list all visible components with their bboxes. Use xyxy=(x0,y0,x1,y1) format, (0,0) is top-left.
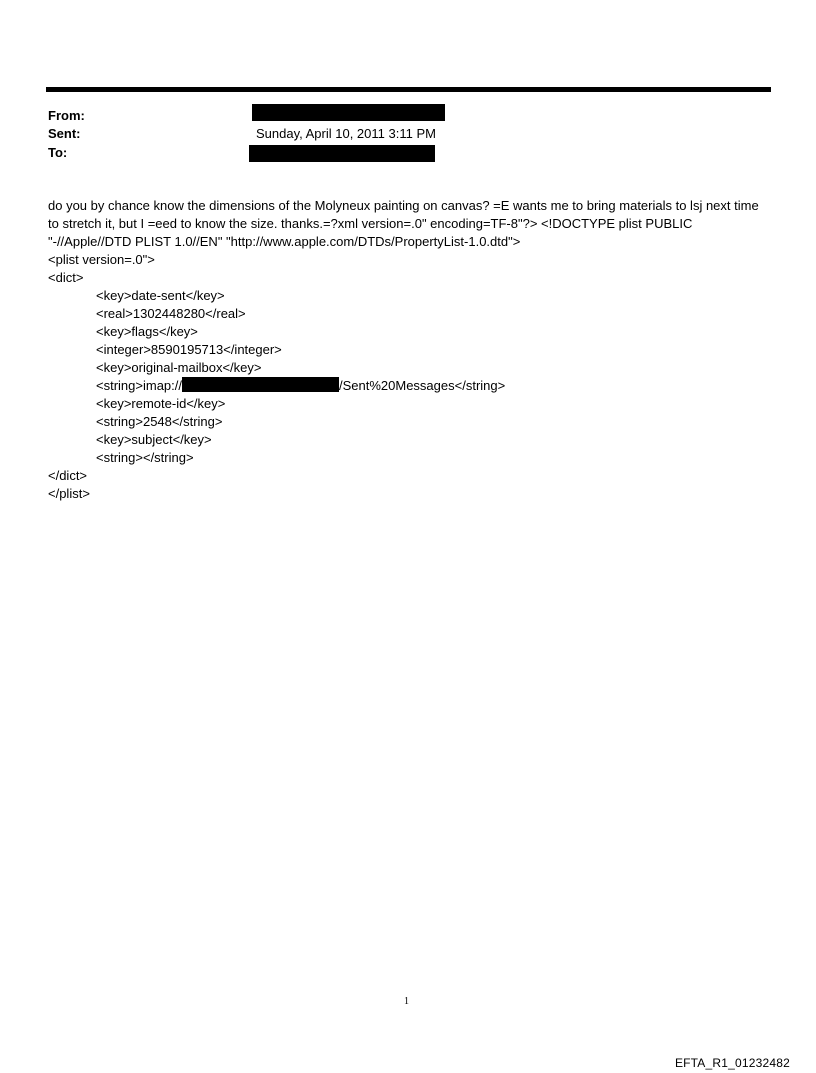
email-body xyxy=(48,197,773,503)
to-redaction xyxy=(249,145,435,162)
plist-line: <real>1302448280</real> xyxy=(96,306,246,321)
plist-line: <string>2548</string> xyxy=(96,414,223,429)
sent-label: Sent: xyxy=(48,126,81,141)
imap-prefix: <string>imap:// xyxy=(96,378,182,393)
header-rule xyxy=(46,87,771,92)
from-label: From: xyxy=(48,108,85,123)
imap-line xyxy=(48,377,773,395)
plist-line: <key>flags</key> xyxy=(96,324,198,339)
plist-line: <string></string> xyxy=(96,450,194,465)
plist-line: <integer>8590195713</integer> xyxy=(96,342,282,357)
page-number: 1 xyxy=(404,996,409,1007)
from-redaction xyxy=(252,104,445,121)
dict-open-line: <dict> xyxy=(48,270,84,285)
sent-value: Sunday, April 10, 2011 3:11 PM xyxy=(256,126,436,141)
plist-line: <key>original-mailbox</key> xyxy=(96,360,262,375)
plist-close-line: </plist> xyxy=(48,486,90,501)
dict-close-line: </dict> xyxy=(48,468,88,483)
plist-line: <key>date-sent</key> xyxy=(96,288,225,303)
imap-redaction xyxy=(182,377,339,392)
body-paragraph: do you by chance know the dimensions of the Molyneux painting on canvas? =E wants me to bring materials to lsj next time to stretch it, but I =eed to know the size. thanks.=?xml version=.0" encoding=TF-8"?> <!DOCTYPE plist PUBLIC "-//Apple//DTD PLIST 1.0//EN" "http://www.apple.com/DTDs/PropertyList-1.0.dtd"> xyxy=(48,198,759,249)
plist-line: <key>subject</key> xyxy=(96,432,212,447)
plist-line: <key>remote-id</key> xyxy=(96,396,226,411)
imap-suffix: /Sent%20Messages</string> xyxy=(339,378,506,393)
document-id: EFTA_R1_01232482 xyxy=(674,1056,790,1070)
plist-open-line: <plist version=.0"> xyxy=(48,252,155,267)
to-label: To: xyxy=(48,145,68,160)
